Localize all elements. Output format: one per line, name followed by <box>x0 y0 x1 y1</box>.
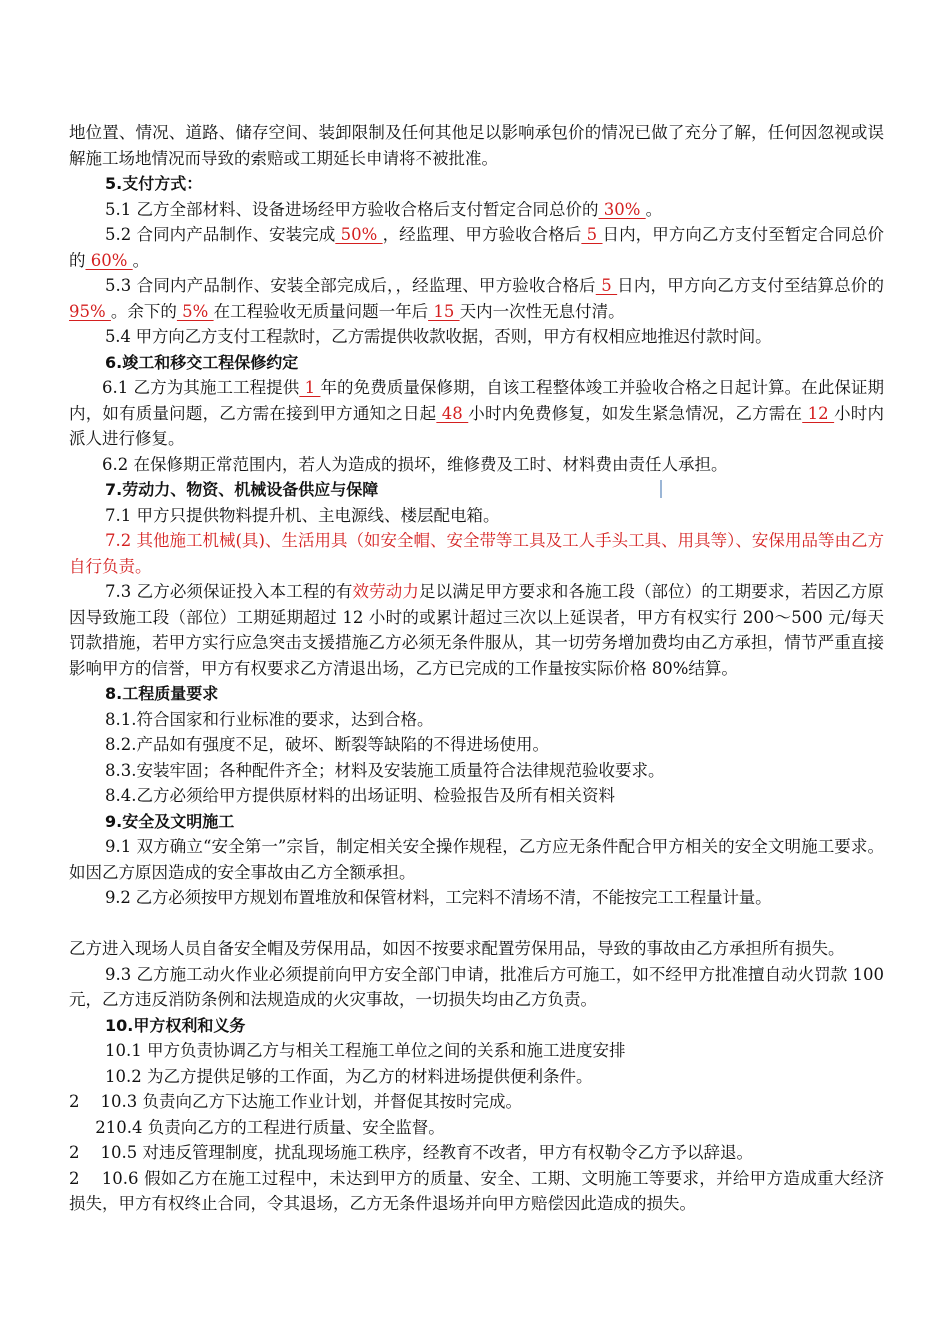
clause-6-1 <box>69 375 884 452</box>
highlighted-text: 效劳动力 <box>352 582 419 601</box>
clause-10-3: 2 10.3 负责向乙方下达施工作业计划，并督促其按时完成。 <box>69 1092 522 1111</box>
clause-8-2: 8.2.产品如有强度不足，破坏、断裂等缺陷的不得进场使用。 <box>105 735 549 754</box>
clause-text: 5.3 合同内产品制作、安装全部完成后，，经监理、甲方验收合格后 <box>105 276 596 295</box>
clause-text: 7.3 乙方必须保证投入本工程的有 <box>105 582 353 601</box>
clause-text: 在工程验收无质量问题一年后 <box>213 301 429 321</box>
heading-party-a-rights: 10.甲方权利和义务 <box>105 1015 246 1035</box>
clause-text: 5.2 合同内产品制作、安装完成 <box>105 225 336 244</box>
clause-8-1: 8.1.符合国家和行业标准的要求，达到合格。 <box>105 709 434 729</box>
clause-10-5: 2 10.5 对违反管理制度，扰乱现场施工秩序，经教育不改者，甲方有权勒令乙方予以辞退。 <box>69 1143 753 1162</box>
clause-8-3: 8.3.安装牢固；各种配件齐全；材料及安装施工质量符合法律规范验收要求。 <box>105 760 665 780</box>
clause-6-2: 6.2 在保修期正常范围内，若人为造成的损坏，维修费及工时、材料费由责任人承担。 <box>102 454 728 474</box>
clause-text: 天内一次性无息付清。 <box>459 301 625 321</box>
text-cursor <box>660 480 662 498</box>
clause-10-2: 10.2 为乙方提供足够的工作面，为乙方的材料进场提供便利条件。 <box>105 1066 593 1086</box>
filled-blank: 12 <box>802 403 835 423</box>
filled-blank: 50% <box>335 225 383 244</box>
filled-blank: 60% <box>85 250 133 270</box>
clause-text: 小时内免费修复，如发生紧急情况，乙方需在 <box>468 403 803 423</box>
blank-line <box>69 911 884 937</box>
clause-7-3 <box>69 579 884 681</box>
clause-9-3: 9.3 乙方施工动火作业必须提前向甲方安全部门申请，批准后方可施工，如不经甲方批准擅自动火罚款 100 元，乙方违反消防条例和法规造成的火灾事故，一切损失均由乙方负责。 <box>69 964 884 1009</box>
heading-quality: 8.工程质量要求 <box>105 684 219 703</box>
clause-text: 年的免费质量保修期，自该工程整体竣工并验收合格之日起计算。在此保证期内，如有质量问题，乙方需在接到甲方通知之日起 <box>69 378 884 423</box>
clause-5-1 <box>69 197 884 223</box>
filled-blank: 95% <box>69 301 111 321</box>
clause-9-2-continued: 乙方进入现场人员自备安全帽及劳保用品，如因不按要求配置劳保用品，导致的事故由乙方承担所有损失。 <box>69 939 845 958</box>
heading-safety: 9.安全及文明施工 <box>105 811 235 831</box>
clause-text: 。 <box>645 199 663 219</box>
heading-payment: 5.支付方式： <box>105 174 203 193</box>
clause-text: 足以满足甲方要求和各施工段（部位）的工期要求，若因乙方原因导致施工段（部位）工期延期超过 12 小时的或累计超过三次以上延误者，甲方有权实行 200～500 元/每天罚款措施，若甲方实行应急突击支援措施乙方必须无条件服从，其一切劳务增加费均由乙方承担，情节严重直接影响甲方的信誉，甲方有权要求乙方清退出场，乙方已完成的工作量按实际价格 80%结算。 <box>69 582 885 678</box>
filled-blank: 15 <box>428 301 460 321</box>
clause-5-4: 5.4 甲方向乙方支付工程款时，乙方需提供收款收据，否则，甲方有权相应地推迟付款时间。 <box>105 327 772 346</box>
clause-text: ，经监理、甲方验收合格后 <box>382 225 582 244</box>
clause-text: 日内，甲方向乙方支付至结算总价的 <box>617 276 884 295</box>
filled-blank: 5 <box>581 225 603 244</box>
clause-text: 6.1 乙方为其施工工程提供 <box>102 378 300 397</box>
clause-text: 。余下的 <box>110 301 177 321</box>
clause-5-2 <box>69 222 884 273</box>
clause-9-1: 9.1 双方确立“安全第一”宗旨，制定相关安全操作规程，乙方应无条件配合甲方相关的安全文明施工要求。如因乙方原因造成的安全事故由乙方全额承担。 <box>69 837 884 882</box>
clause-7-1: 7.1 甲方只提供物料提升机、主电源线、楼层配电箱。 <box>105 505 500 525</box>
heading-warranty: 6.竣工和移交工程保修约定 <box>105 352 299 372</box>
filled-blank: 30% <box>598 199 646 219</box>
clause-text: 5.1 乙方全部材料、设备进场经甲方验收合格后支付暂定合同总价的 <box>105 199 599 219</box>
filled-blank: 48 <box>436 403 469 423</box>
clause-text: 。 <box>132 250 150 270</box>
clause-10-1: 10.1 甲方负责协调乙方与相关工程施工单位之间的关系和施工进度安排 <box>105 1041 626 1060</box>
clause-10-6: 2 10.6 假如乙方在施工过程中，未达到甲方的质量、安全、工期、文明施工等要求，并给甲方造成重大经济损失，甲方有权终止合同，令其退场，乙方无条件退场并向甲方赔偿因此造成的损失。 <box>69 1168 884 1213</box>
filled-blank: 5 <box>595 276 618 295</box>
clause-10-4: 210.4 负责向乙方的工程进行质量、安全监督。 <box>69 1117 445 1137</box>
filled-blank: 5% <box>176 301 214 321</box>
heading-labor-supply: 7.劳动力、物资、机械设备供应与保障 <box>105 480 379 499</box>
clause-7-2: 7.2 其他施工机械(具)、生活用具（如安全帽、安全带等工具及工人手头工具、用具等）、安保用品等由乙方自行负责。 <box>69 531 884 576</box>
clause-5-3 <box>69 273 884 324</box>
paragraph-site-conditions: 地位置、情况、道路、储存空间、装卸限制及任何其他足以影响承包价的情况已做了充分了解，任何因忽视或误解施工场地情况而导致的索赔或工期延长申请将不被批准。 <box>69 123 884 168</box>
clause-9-2: 9.2 乙方必须按甲方规划布置堆放和保管材料，工完料不清场不清，不能按完工工程量计量。 <box>105 888 772 907</box>
clause-8-4: 8.4.乙方必须给甲方提供原材料的出场证明、检验报告及所有相关资料 <box>105 786 615 805</box>
clause-text: 小时内派人进行修复。 <box>69 403 885 448</box>
document-body <box>69 120 884 1217</box>
clause-text: 日内，甲方向乙方支付至暂定合同总价的 <box>69 225 885 270</box>
filled-blank: 1 <box>299 378 321 397</box>
